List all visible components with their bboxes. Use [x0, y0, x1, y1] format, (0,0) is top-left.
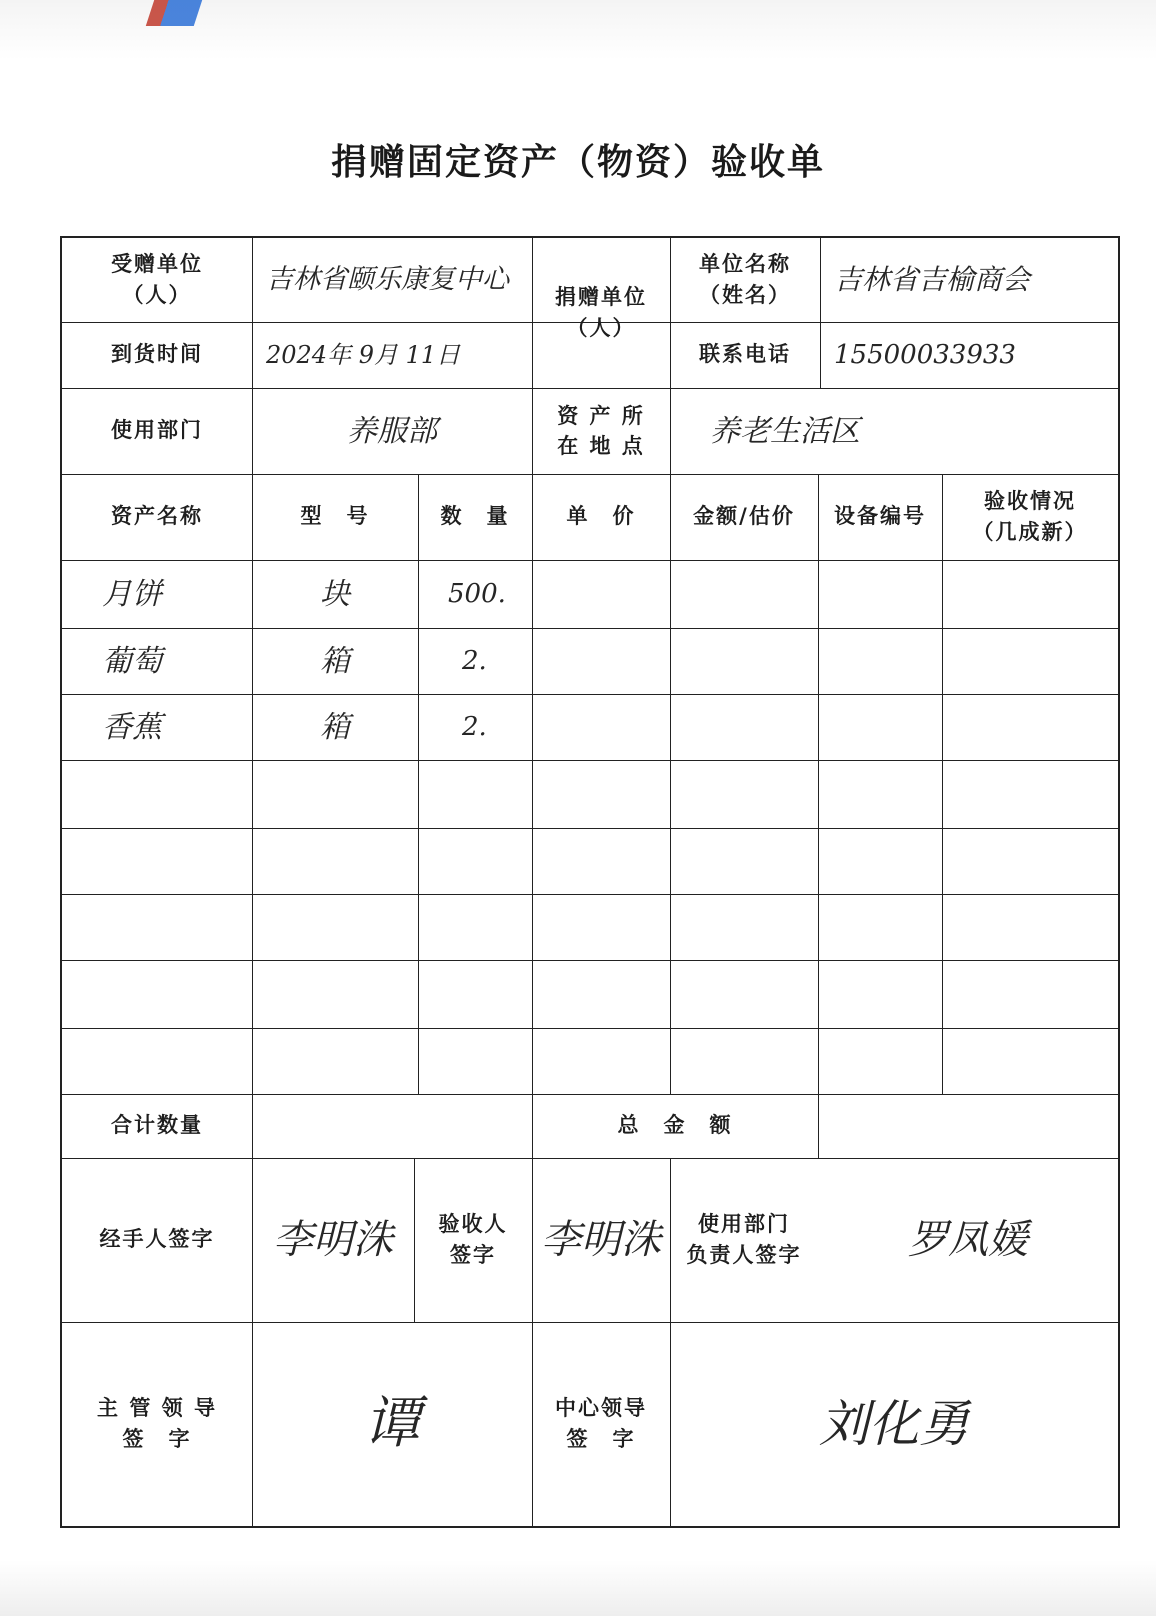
table-row-3-quantity: 2. [462, 711, 487, 742]
asset-location-label: 资 产 所 在 地 点 [557, 403, 645, 458]
total-quantity-label: 合计数量 [111, 1113, 203, 1138]
acceptor-signature: 李明洙 [541, 1217, 661, 1263]
donor-name-value: 吉林省吉榆商会 [834, 263, 1031, 296]
supervisor-signature: 谭 [364, 1391, 420, 1456]
donor-phone-label: 联系电话 [699, 342, 791, 367]
dept-head-signature: 罗凤媛 [908, 1217, 1028, 1263]
table-row-3-name: 香蕉 [102, 709, 162, 745]
table-row-1-quantity: 500. [448, 578, 506, 609]
acceptance-form-table [60, 236, 1120, 1528]
table-row-2-quantity: 2. [462, 645, 487, 676]
table-row-1-name: 月饼 [102, 576, 162, 612]
dept-head-signature-label: 使用部门 负责人签字 [686, 1211, 802, 1267]
table-row-2-name: 葡萄 [102, 643, 162, 679]
table-row-3-model: 箱 [320, 709, 350, 745]
col-condition: 验收情况 （几成新） [972, 488, 1088, 544]
table-row-2-model: 箱 [320, 643, 350, 679]
col-quantity: 数 量 [440, 504, 510, 529]
col-model: 型 号 [300, 504, 370, 529]
center-leader-signature-label: 中心领导 签 字 [555, 1395, 647, 1451]
col-amount: 金额/估价 [693, 504, 795, 529]
binder-clip-image [146, 0, 202, 26]
donor-label: 捐赠单位 （人） [555, 284, 647, 340]
department-value: 养服部 [347, 413, 437, 449]
handler-signature-label: 经手人签字 [99, 1227, 215, 1252]
acceptor-signature-label: 验收人 签字 [438, 1211, 508, 1267]
department-label: 使用部门 [111, 418, 203, 443]
document-title: 捐赠固定资产（物资）验收单 [330, 142, 825, 183]
handler-signature: 李明洙 [273, 1217, 393, 1263]
donor-name-label: 单位名称 （姓名） [699, 251, 791, 307]
center-leader-signature: 刘化勇 [819, 1394, 969, 1453]
col-asset-name: 资产名称 [111, 504, 203, 529]
arrival-time-label: 到货时间 [111, 342, 203, 367]
col-unit-price: 单 价 [566, 504, 636, 529]
col-equipment-no: 设备编号 [834, 504, 926, 529]
supervisor-signature-label: 主 管 领 导 签 字 [97, 1395, 217, 1451]
recipient-label: 受赠单位 （人） [111, 251, 203, 307]
asset-location-value: 养老生活区 [710, 413, 860, 449]
arrival-time-value: 2024年 9月 11日 [266, 341, 461, 369]
donor-phone-value: 15500033933 [834, 339, 1016, 370]
table-row-1-model: 块 [320, 576, 350, 612]
total-amount-label: 总 金 额 [617, 1113, 733, 1138]
recipient-value: 吉林省颐乐康复中心 [266, 263, 509, 295]
